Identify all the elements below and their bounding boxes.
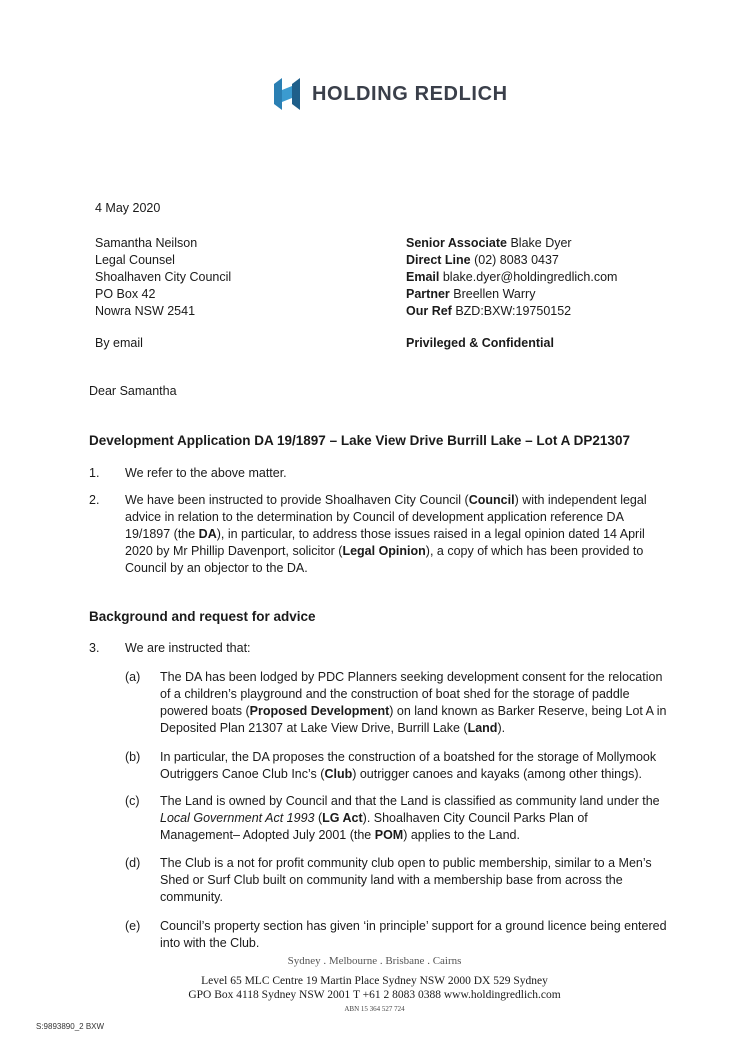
subpara-letter: (e) — [125, 919, 141, 933]
para-number: 2. — [89, 493, 100, 507]
subpara-letter: (d) — [125, 856, 141, 870]
para-number: 3. — [89, 641, 100, 655]
sender-details — [406, 235, 617, 320]
label: Our Ref — [406, 304, 452, 318]
subpara-letter: (a) — [125, 670, 141, 684]
text: ). Shoalhaven City Council Parks Plan of Management– Adopted July 2001 (the — [160, 811, 588, 842]
delivery-method: By email — [95, 336, 143, 350]
text: ( — [314, 811, 323, 825]
value: BZD:BXW:19750152 — [455, 304, 572, 318]
subpara-letter: (c) — [125, 794, 140, 808]
act-title: Local Government Act 1993 — [160, 811, 315, 825]
value: Breellen Warry — [453, 287, 536, 301]
subpara-c — [160, 793, 670, 844]
partner-line — [406, 286, 617, 303]
label: Senior Associate — [406, 236, 507, 250]
privilege-notice: Privileged & Confidential — [406, 336, 554, 350]
defined-term: Legal Opinion — [342, 544, 426, 558]
section-heading: Background and request for advice — [89, 609, 316, 624]
direct-line-line — [406, 252, 617, 269]
text: ) outrigger canoes and kayaks (among other things). — [352, 767, 642, 781]
value: (02) 8083 0437 — [474, 253, 559, 267]
subpara-b — [160, 749, 670, 783]
holding-redlich-logo-icon — [274, 76, 300, 112]
text: ) applies to the Land. — [403, 828, 520, 842]
footer-address-2: GPO Box 4118 Sydney NSW 2001 T +61 2 8083 0388 www.holdingredlich.com — [188, 989, 561, 1001]
text: The Land is owned by Council and that the Land is classified as community land under the — [160, 794, 660, 808]
text: ), a copy of which has been provided to Council by an objector to the DA. — [125, 544, 644, 575]
subpara-a — [160, 669, 670, 737]
defined-term: DA — [198, 527, 217, 541]
text: ) with independent legal advice in relation to the determination by Council of development application reference DA 19/1897 (the — [125, 493, 647, 541]
text: ), in particular, to address those issues raised in a legal opinion dated 14 April 2020 by Mr Phillip Davenport, solicitor ( — [125, 527, 645, 558]
footer-abn: ABN 15 364 527 724 — [344, 1005, 405, 1013]
footer-cities: Sydney . Melbourne . Brisbane . Cairns — [287, 955, 462, 967]
recipient-line: Shoalhaven City Council — [95, 270, 232, 284]
label: Email — [406, 270, 440, 284]
recipient-address — [95, 235, 231, 320]
subpara-d: The Club is a not for profit community club open to public membership, similar to a Men’s Shed or Surf Club built on community land with a membership base from across the community. — [160, 856, 652, 904]
letter-date: 4 May 2020 — [95, 201, 161, 215]
defined-term: Council — [468, 493, 515, 507]
email-value[interactable]: blake.dyer@holdingredlich.com — [442, 270, 618, 284]
value: Blake Dyer — [510, 236, 572, 250]
paragraph-2 — [125, 492, 655, 577]
defined-term: Club — [324, 767, 353, 781]
document-reference: S:9893890_2 BXW — [36, 1022, 105, 1031]
subject-heading: Development Application DA 19/1897 – Lake View Drive Burrill Lake – Lot A DP21307 — [89, 433, 630, 448]
our-ref-line — [406, 303, 617, 320]
recipient-line: Samantha Neilson — [95, 236, 198, 250]
senior-associate-line — [406, 235, 617, 252]
text: ). — [497, 721, 506, 735]
paragraph-1: We refer to the above matter. — [125, 466, 287, 480]
defined-term: LG Act — [322, 811, 363, 825]
defined-term: POM — [374, 828, 404, 842]
defined-term: Proposed Development — [249, 704, 390, 718]
text: In particular, the DA proposes the construction of a boatshed for the storage of Mollymook Outriggers Canoe Club Inc’s ( — [160, 750, 657, 781]
subpara-e: Council’s property section has given ‘in principle’ support for a ground licence being entered into with the Club. — [160, 919, 667, 950]
defined-term: Land — [467, 721, 498, 735]
text: The DA has been lodged by PDC Planners seeking development consent for the relocation of a children’s playground and the construction of boat shed for the storage of paddle powered boats ( — [160, 670, 663, 718]
recipient-line: Nowra NSW 2541 — [95, 304, 196, 318]
salutation: Dear Samantha — [89, 384, 177, 398]
text: We have been instructed to provide Shoalhaven City Council ( — [125, 493, 469, 507]
recipient-line: Legal Counsel — [95, 253, 175, 267]
company-logo — [274, 76, 508, 112]
subpara-letter: (b) — [125, 750, 141, 764]
para-number: 1. — [89, 466, 100, 480]
label: Direct Line — [406, 253, 471, 267]
label: Partner — [406, 287, 450, 301]
footer-address-1: Level 65 MLC Centre 19 Martin Place Sydney NSW 2000 DX 529 Sydney — [201, 975, 548, 987]
brand-name: HOLDING REDLICH — [312, 82, 508, 105]
text: ) on land known as Barker Reserve, being Lot A in Deposited Plan 21307 at Lake View Drive, Burrill Lake ( — [160, 704, 667, 735]
email-line — [406, 269, 617, 286]
paragraph-3: We are instructed that: — [125, 641, 251, 655]
recipient-line: PO Box 42 — [95, 287, 156, 301]
